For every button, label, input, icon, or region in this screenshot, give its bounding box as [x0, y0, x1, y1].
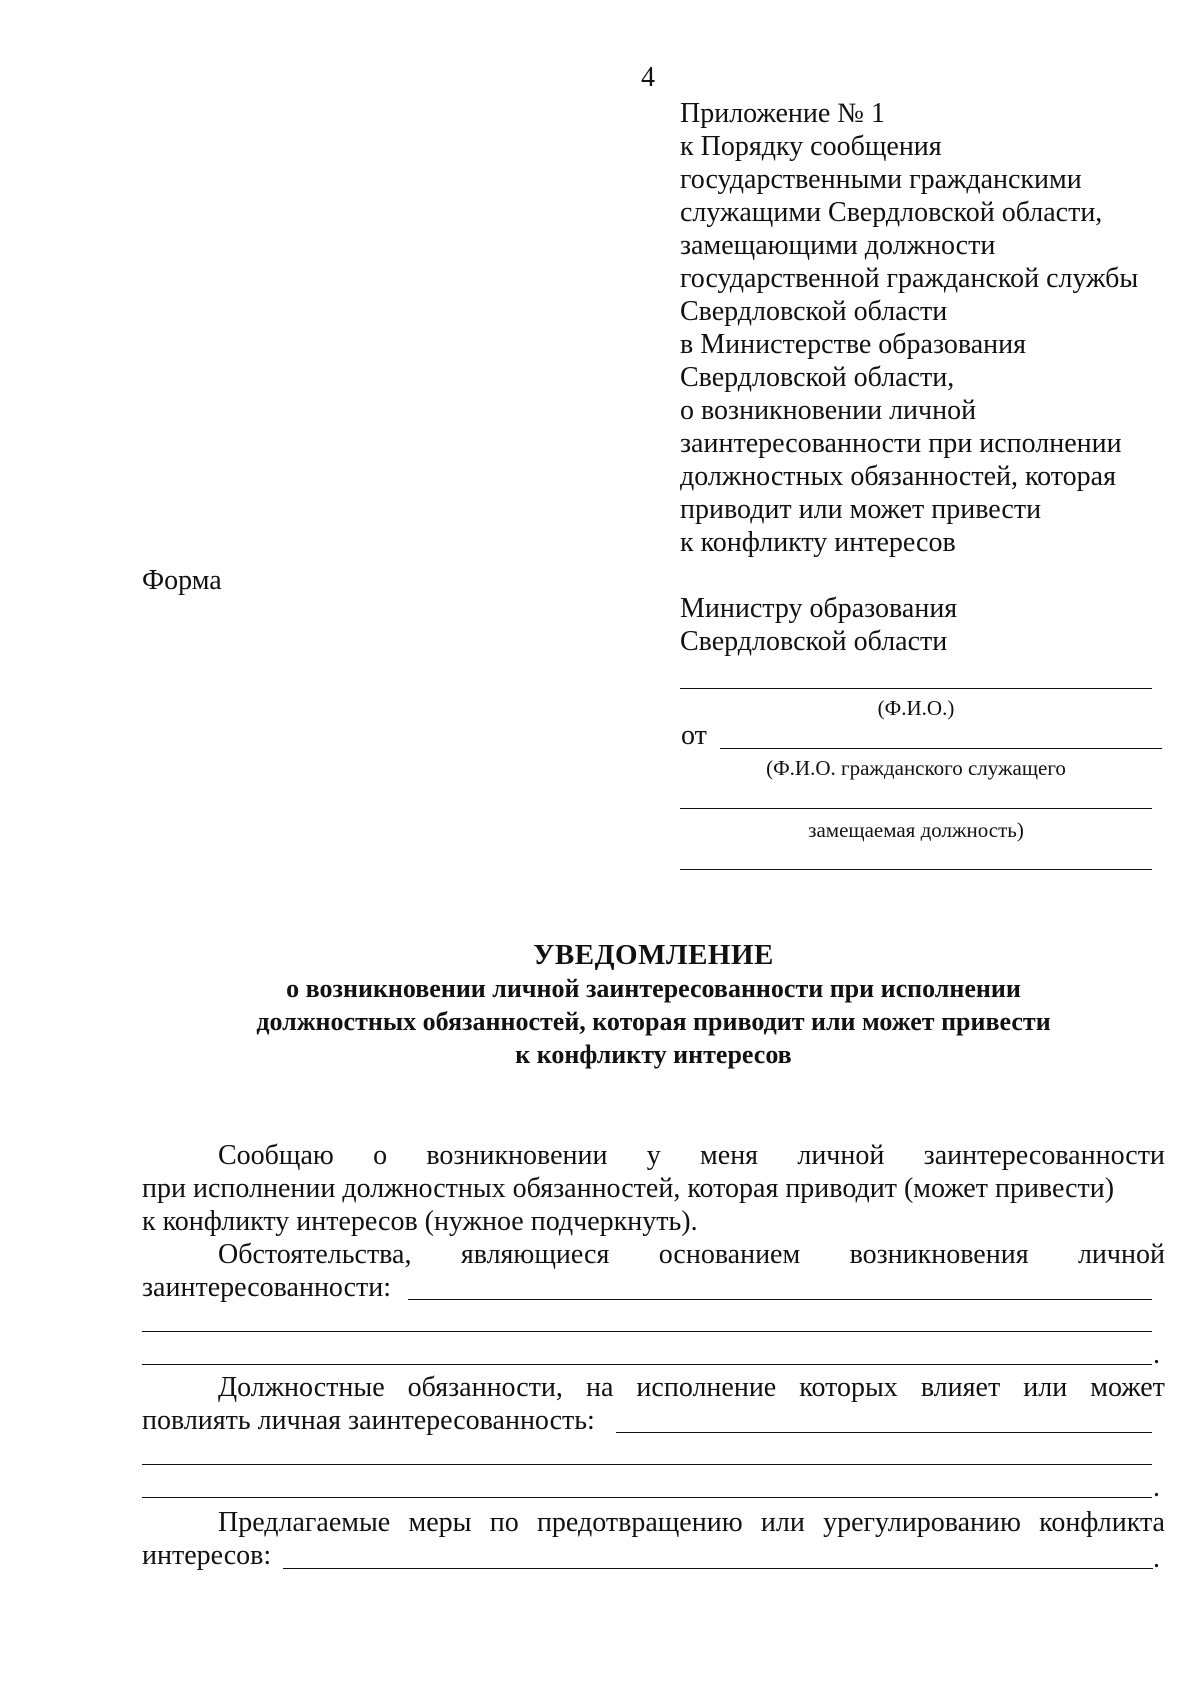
paragraph-line: [142, 1139, 1165, 1172]
annex-line: замещающими должности: [680, 230, 996, 261]
page-number: 4: [641, 62, 655, 93]
annex-header: [680, 97, 1138, 559]
word: Должностные: [218, 1372, 385, 1403]
annex-line: к конфликту интересов: [680, 527, 956, 558]
paragraph-duties: [142, 1371, 1165, 1437]
word: возникновении: [426, 1140, 608, 1171]
paragraph-notification: [142, 1139, 1165, 1238]
paragraph-circumstances: [142, 1238, 1165, 1304]
word: о: [373, 1140, 388, 1171]
word: или: [760, 1507, 805, 1538]
document-title: [142, 938, 1165, 1071]
paragraph-line: к конфликту интересов (нужное подчеркнуть).: [142, 1206, 698, 1237]
duties-fill-line-1[interactable]: [616, 1432, 1152, 1433]
word: личной: [797, 1140, 885, 1171]
annex-line: о возникновении личной: [680, 395, 977, 426]
annex-line: Свердловской области,: [680, 362, 955, 393]
period: .: [1153, 1543, 1160, 1574]
word: обязанности,: [407, 1372, 563, 1403]
annex-line: в Министерстве образования: [680, 329, 1027, 360]
title-sub-line1: о возникновении личной заинтересованности при исполнении: [286, 974, 1021, 1003]
word: у: [646, 1140, 661, 1171]
circumstances-fill-line-1[interactable]: [408, 1299, 1152, 1300]
word: основанием: [658, 1239, 801, 1270]
word: конфликта: [1039, 1507, 1165, 1538]
paragraph-line: [142, 1371, 1165, 1404]
word: меры: [408, 1507, 472, 1538]
circumstances-label: заинтересованности:: [142, 1272, 392, 1303]
word: которых: [799, 1372, 898, 1403]
measures-fill-line[interactable]: [283, 1568, 1153, 1569]
position-caption: замещаемая должность): [808, 818, 1024, 842]
title-sub-line2: должностных обязанностей, которая приводит или может привести: [256, 1007, 1051, 1036]
measures-label: интересов:: [142, 1540, 272, 1571]
annex-line: Свердловской области: [680, 296, 948, 327]
annex-line: Приложение № 1: [680, 98, 885, 129]
minister-fio-line[interactable]: [680, 688, 1152, 689]
employee-fio-line[interactable]: [720, 748, 1162, 749]
word: Обстоятельства,: [218, 1239, 412, 1270]
period: .: [1153, 1472, 1160, 1503]
word: на: [585, 1372, 614, 1403]
title-main: УВЕДОМЛЕНИЕ: [533, 939, 774, 971]
period: .: [1153, 1339, 1160, 1370]
word: исполнение: [636, 1372, 777, 1403]
annex-line: должностных обязанностей, которая: [680, 461, 1116, 492]
word: меня: [700, 1140, 759, 1171]
word: Сообщаю: [218, 1140, 334, 1171]
position-line[interactable]: [680, 869, 1152, 870]
word: урегулированию: [823, 1507, 1021, 1538]
annex-line: к Порядку сообщения: [680, 131, 942, 162]
annex-line: государственными гражданскими: [680, 164, 1082, 195]
word: может: [1090, 1372, 1165, 1403]
circumstances-fill-line-2[interactable]: [142, 1331, 1152, 1332]
annex-line: служащими Свердловской области,: [680, 197, 1103, 228]
word: личной: [1077, 1239, 1165, 1270]
word: или: [1023, 1372, 1068, 1403]
employee-name-line[interactable]: [680, 808, 1152, 809]
employee-caption: (Ф.И.О. гражданского служащего: [766, 756, 1066, 780]
paragraph-line: при исполнении должностных обязанностей, которая приводит (может привести): [142, 1173, 1115, 1204]
word: предотвращению: [536, 1507, 743, 1538]
word: возникновения: [849, 1239, 1029, 1270]
title-sub-line3: к конфликту интересов: [515, 1040, 792, 1069]
circumstances-fill-line-3[interactable]: [142, 1364, 1152, 1365]
word: являющиеся: [460, 1239, 610, 1270]
from-label: от: [681, 720, 707, 751]
word: влияет: [920, 1372, 1001, 1403]
word: Предлагаемые: [218, 1507, 391, 1538]
addressee-line2: Свердловской области: [680, 626, 948, 657]
duties-fill-line-2[interactable]: [142, 1464, 1152, 1465]
word: по: [489, 1507, 519, 1538]
fio-caption: (Ф.И.О.): [877, 696, 955, 720]
annex-line: государственной гражданской службы: [680, 263, 1139, 294]
duties-label: повлиять личная заинтересованность:: [142, 1405, 595, 1436]
annex-line: приводит или может привести: [680, 494, 1042, 525]
addressee-block: [680, 592, 957, 658]
duties-fill-line-3[interactable]: [142, 1497, 1152, 1498]
paragraph-measures: [142, 1506, 1165, 1572]
paragraph-line: [142, 1506, 1165, 1539]
word: заинтересованности: [923, 1140, 1165, 1171]
annex-line: заинтересованности при исполнении: [680, 428, 1122, 459]
paragraph-line: [142, 1238, 1165, 1271]
addressee-line1: Министру образования: [680, 593, 958, 624]
form-label: Форма: [142, 565, 222, 596]
